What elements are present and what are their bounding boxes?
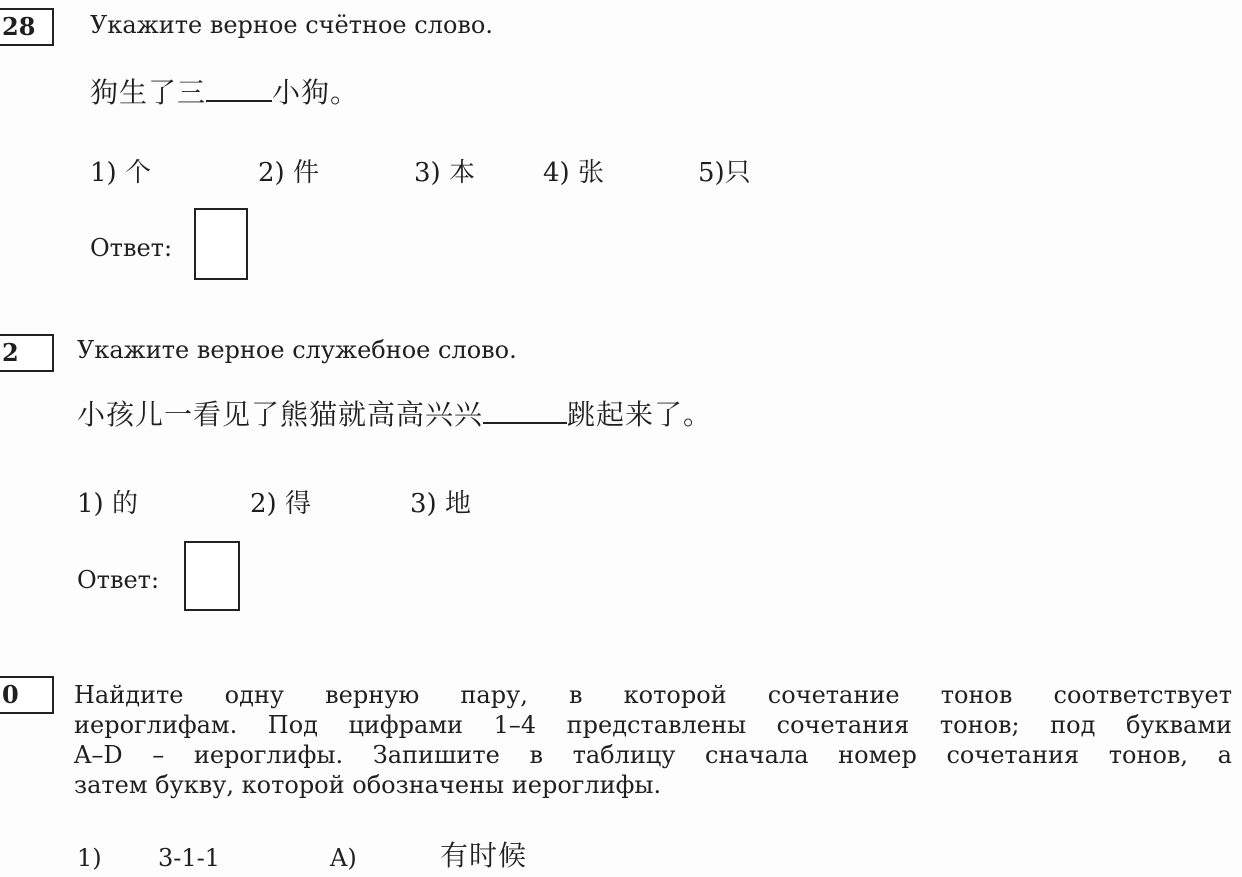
fill-blank: [206, 100, 272, 102]
option-2-2: 2) 得: [250, 489, 311, 519]
option-2-3: 3) 地: [410, 489, 471, 519]
answer-box-28[interactable]: [194, 208, 248, 280]
chars-letter: A): [330, 844, 357, 872]
sentence-part-after: 小狗。: [272, 76, 360, 109]
sentence-part-before: 小孩儿一看见了熊猫就高高兴兴: [77, 398, 484, 431]
answer-label-2: Ответ:: [77, 566, 160, 594]
option-28-5: 5)只: [698, 158, 751, 188]
question-text-line: Найдите одну верную пару, в которой сочетание тонов соответствует: [74, 681, 1232, 709]
question-text-line: иероглифам. Под цифрами 1–4 представлены сочетания тонов; под буквами: [74, 711, 1232, 739]
question-number-0: 0: [0, 676, 54, 714]
answer-box-2[interactable]: [184, 541, 240, 611]
sentence-part-after: 跳起来了。: [567, 398, 713, 431]
tone-combo-value: 3-1-1: [158, 844, 221, 872]
question-instruction-2: Укажите верное служебное слово.: [77, 336, 517, 364]
question-text-line: A–D – иероглифы. Запишите в таблицу сначала номер сочетания тонов, а: [74, 741, 1232, 769]
sentence-part-before: 狗生了三: [90, 76, 207, 109]
answer-label-28: Ответ:: [90, 234, 173, 262]
option-28-4: 4) 张: [543, 158, 604, 188]
option-28-1: 1) 个: [90, 158, 151, 188]
question-sentence-28: [90, 78, 359, 108]
question-instruction-28: Укажите верное счётное слово.: [90, 11, 493, 39]
chars-value: 有时候: [440, 839, 528, 872]
option-28-2: 2) 件: [258, 158, 319, 188]
tone-combo-num: 1): [77, 844, 102, 872]
question-text-0: [74, 680, 1232, 800]
fill-blank: [483, 422, 567, 424]
question-sentence-2: [77, 400, 712, 430]
option-2-1: 1) 的: [77, 489, 138, 519]
question-number-28: 28: [0, 8, 54, 46]
question-number-2: 2: [0, 334, 54, 372]
option-28-3: 3) 本: [414, 158, 475, 188]
question-text-line: затем букву, которой обозначены иероглифы.: [74, 771, 662, 799]
